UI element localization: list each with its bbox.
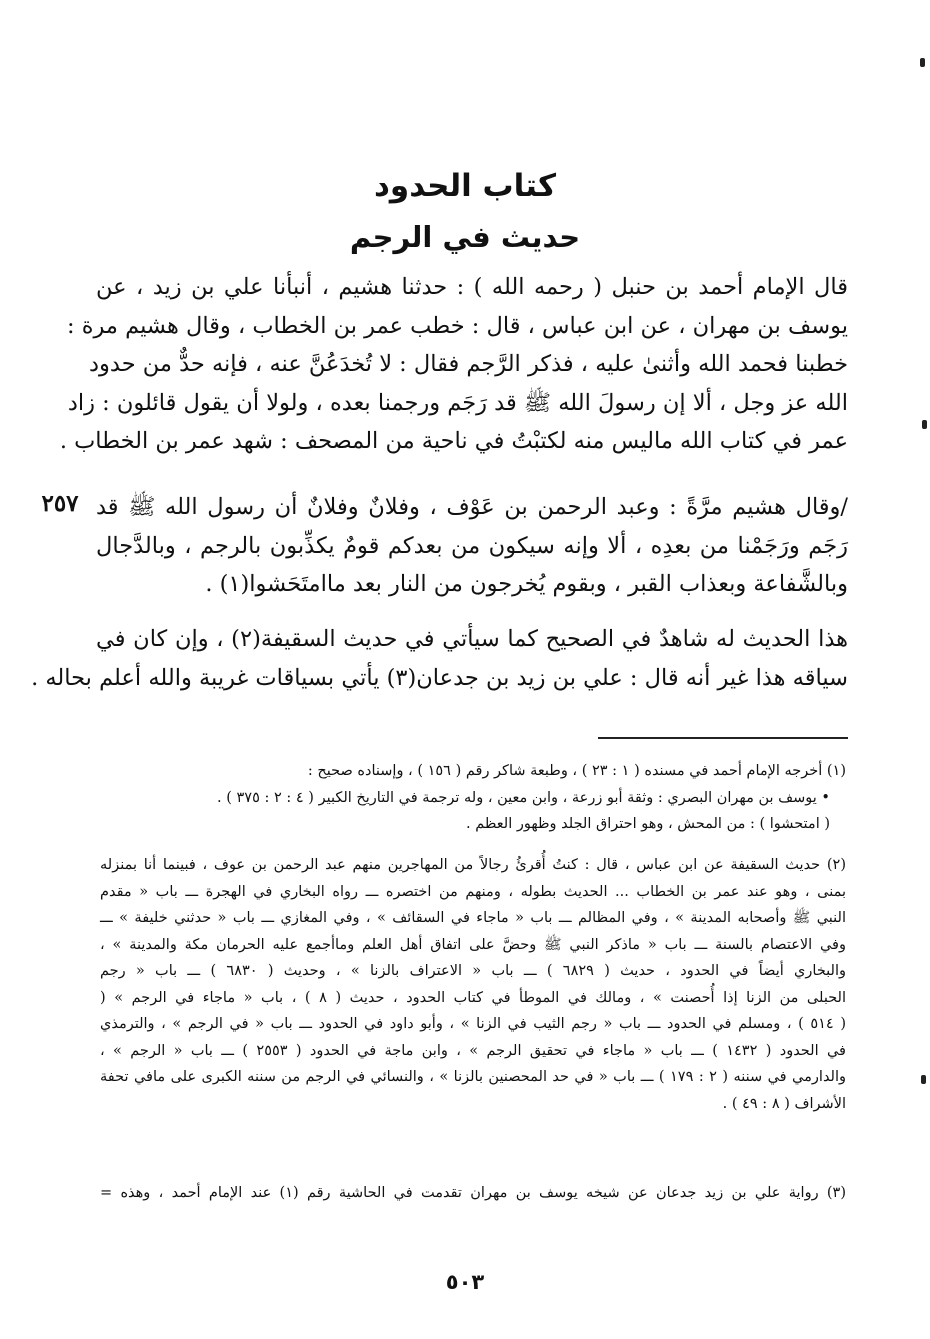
text-line: سياقه هذا غير أنه قال : علي بن زيد بن جدعان(٣) يأتي بسياقات غريبة والله أعلم بحاله .: [31, 664, 848, 691]
footnote-line: والدارمي في سننه ( ٢ : ١٧٩ ) ـــ باب « في حد المحصنين بالزنا » ، والنسائي في الرجم من سننه الكبرى على مافي تحفة: [100, 1069, 846, 1085]
footnote-line: والبخاري أيضاً في الحدود ، حديث ( ٦٨٢٩ ) ـــ باب « الاعتراف بالزنا » ، وحديث ( ٦٨٣٠ ) ـــ باب « رجم: [100, 963, 846, 979]
footnote-line: • يوسف بن مهران البصري : وثقة أبو زرعة ، وابن معين ، وله ترجمة في التاريخ الكبير ( ٤ : ٢ : ٣٧٥ ) .: [217, 789, 830, 806]
chapter-title: كتاب الحدود: [374, 168, 556, 204]
footnote-separator: [598, 737, 848, 739]
footnote-3: [100, 1180, 846, 1207]
scan-edge-mark: [922, 420, 927, 429]
page-number: ٥٠٣: [445, 1270, 485, 1294]
text-line: هذا الحديث له شاهدٌ في الصحيح كما سيأتي في حديث السقيفة(٢) ، وإن كان في: [96, 626, 848, 652]
paragraph-3: [31, 620, 848, 697]
text-line: /وقال هشيم مرَّةً : وعبد الرحمن بن عَوْف ، وفلانٌ وفلانٌ أن رسول الله ﷺ قد: [96, 494, 848, 520]
footnote-line: ( ٥١٤ ) ، ومسلم في الحدود ـــ باب « رجم الثيب في الزنا » ، وأبو داود في الحدود ـــ باب « في الرجم » ، والترمذي: [100, 1016, 846, 1032]
footnote-line: الأشراف ( ٨ : ٤٩ ) .: [722, 1095, 846, 1112]
text-line: رَجَم ورَجَمْنا من بعدِه ، ألا وإنه سيكون من بعدكم قومٌ يكذِّبون بالرجم ، وبالدَّجال: [96, 532, 848, 559]
footnote-line: ( امتحشوا ) : من المحش ، وهو احتراق الجلد وظهور العظم .: [466, 816, 830, 832]
footnote-line: (٢) حديث السقيفة عن ابن عباس ، قال : كنتُ أُقرئُ رجالاً من المهاجرين منهم عبد الرحمن بن عوف ، فبينما أنا بمنزله: [100, 857, 846, 873]
footnote-line: وفي الاعتصام بالسنة ـــ باب « ماذكر النبي ﷺ وحضَّ على اتفاق أهل العلم وماأجمع عليه الحرمان مكة والمدينة » ،: [100, 936, 846, 953]
text-line: عمر في كتاب الله ماليس منه لكتبْتُ في ناحية من المصحف : شهد عمر بن الخطاب .: [59, 428, 848, 454]
section-title: حديث في الرجم: [349, 220, 581, 254]
footnote-line: في الحدود ( ١٤٣٢ ) ـــ باب « ماجاء في تحقيق الرجم » ، وابن ماجة في الحدود ( ٢٥٥٣ ) ـــ باب « الرجم » ،: [100, 1042, 846, 1059]
text-line: الله عز وجل ، ألا إن رسولَ الله ﷺ قد رَجَم ورجمنا بعده ، ولولا أن يقول قائلون : زاد: [67, 389, 848, 416]
paragraph-1: [59, 268, 848, 461]
footnote-line: بمنى ، وهو عند عمر بن الخطاب ... الحديث بطوله ، ومنهم من اختصره ـــ رواه البخاري في الهجرة ـــ باب « مقدم: [100, 883, 846, 900]
paragraph-2: [96, 488, 848, 604]
footnote-1: [100, 758, 846, 838]
scan-edge-mark: [921, 1075, 926, 1084]
text-line: قال الإمام أحمد بن حنبل ( رحمه الله ) : حدثنا هشيم ، أنبأنا علي بن زيد ، عن: [96, 274, 848, 300]
margin-page-reference: ٢٥٧: [41, 490, 79, 517]
footnote-line: (٣) رواية علي بن زيد جدعان عن شيخه يوسف بن مهران تقدمت في الحاشية رقم (١) عند الإمام أحمد ، وهذه =: [100, 1185, 846, 1201]
text-line: خطبنا فحمد الله وأثنىٰ عليه ، فذكر الرَّجم فقال : لا تُخدَعُنَّ عنه ، فإنه حدٌّ من حدود: [89, 351, 848, 377]
text-line: وبالشَّفاعة وبعذاب القبر ، وبقوم يُخرجون من النار بعد ماامتَحَشوا(١) .: [205, 571, 848, 597]
footnote-line: النبي ﷺ وأصحابه المدينة » ، وفي المظالم ـــ باب « ماجاء في السقائف » ، وفي المغازي ـــ باب « حدثني خليفة » ـــ: [100, 910, 846, 926]
footnote-2: [100, 852, 846, 1117]
text-line: يوسف بن مهران ، عن ابن عباس ، قال : خطب عمر بن الخطاب ، وقال هشيم مرة :: [66, 312, 848, 339]
footnote-line: الحبلى من الزنا إذا أُحصنت » ، ومالك في الموطأ في كتاب الحدود ، حديث ( ٨ ) ، باب « ماجاء في الرجم » (: [100, 989, 846, 1006]
scan-edge-mark: [920, 58, 925, 67]
footnote-line: (١) أخرجه الإمام أحمد في مسنده ( ١ : ٢٣ ) ، وطبعة شاكر رقم ( ١٥٦ ) ، وإسناده صحيح :: [307, 763, 846, 779]
